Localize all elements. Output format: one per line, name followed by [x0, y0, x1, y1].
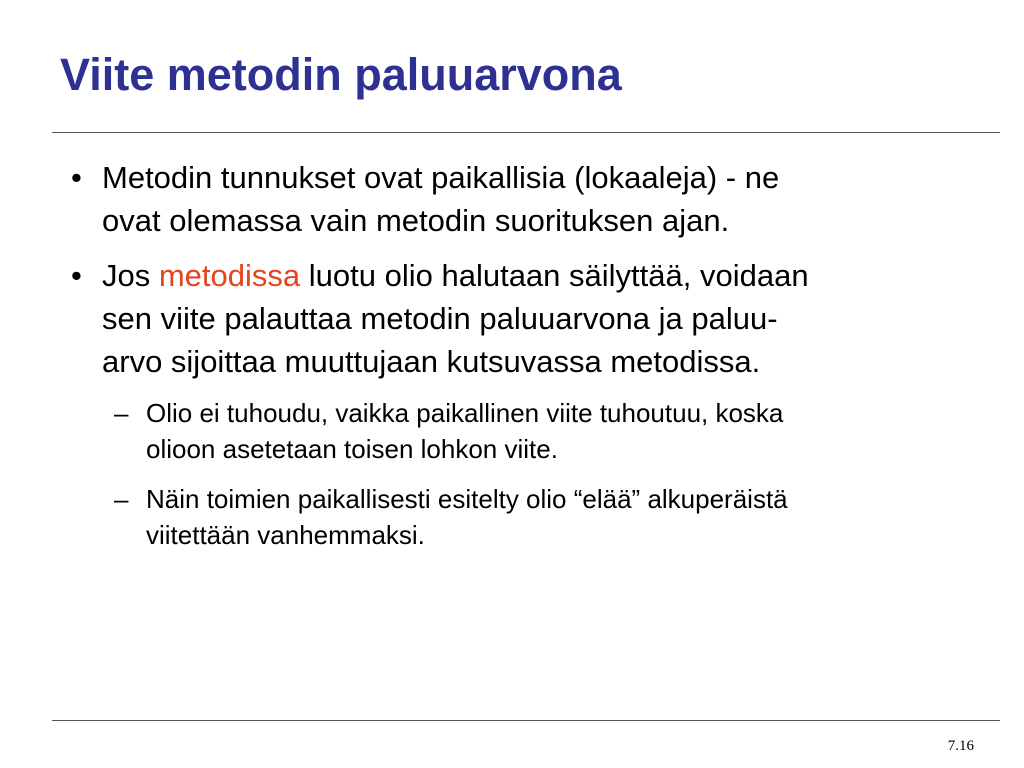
highlighted-word: metodissa	[158, 258, 301, 293]
sub-bullet-text-line: olioon asetetaan toisen lohkon viite.	[146, 434, 558, 464]
page-number: 7.16	[947, 738, 974, 754]
sub-bullet-item	[60, 481, 980, 553]
bullet-item	[60, 254, 980, 383]
sub-bullet-text-line: viitettään vanhemmaksi.	[146, 520, 425, 550]
bullet-text-line: arvo sijoittaa muuttujaan kutsuvassa metodissa.	[102, 344, 761, 379]
slide-title: Viite metodin paluuarvona	[60, 49, 622, 100]
sub-bullet-item	[60, 395, 980, 467]
sub-bullet-text-line: Olio ei tuhoudu, vaikka paikallinen viite tuhoutuu, koska	[146, 398, 784, 428]
title-divider	[52, 132, 1000, 133]
bullet-text-line	[102, 254, 980, 297]
bullet-text-line: ovat olemassa vain metodin suorituksen ajan.	[102, 203, 730, 238]
sub-bullet-text-line: Näin toimien paikallisesti esitelty olio “elää” alkuperäistä	[146, 484, 788, 514]
bullet-marker: •	[71, 258, 82, 293]
bullet-text-line: Metodin tunnukset ovat paikallisia (lokaaleja) - ne	[102, 160, 780, 195]
bullet-marker: •	[71, 160, 82, 195]
bullet-text-line: sen viite palauttaa metodin paluuarvona ja paluu-	[102, 301, 778, 336]
sub-bullet-marker: –	[114, 398, 129, 428]
bullet-text-segment: luotu olio halutaan säilyttää, voidaan	[300, 258, 809, 293]
slide-body	[60, 156, 980, 567]
footer-divider	[52, 720, 1000, 721]
bullet-text-segment: Jos	[102, 258, 159, 293]
bullet-item	[60, 156, 980, 242]
sub-bullet-marker: –	[114, 484, 129, 514]
